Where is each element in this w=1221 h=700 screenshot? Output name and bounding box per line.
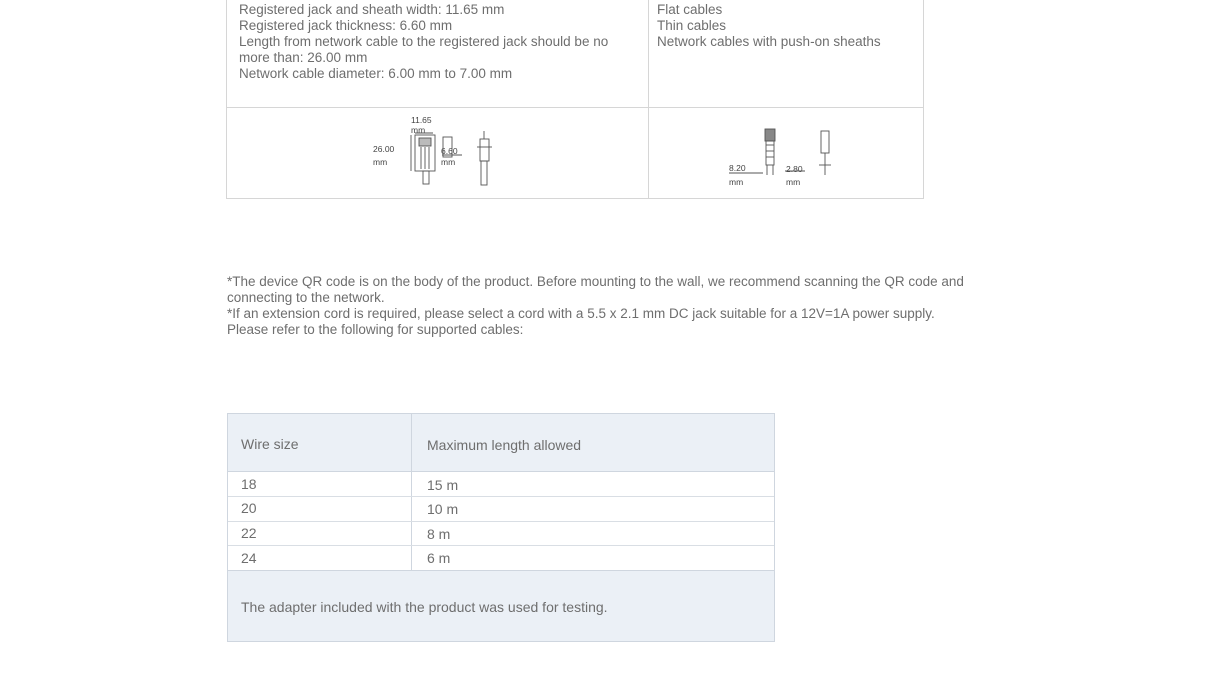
spec-line: Registered jack and sheath width: 11.65 mm	[239, 2, 505, 17]
thickness-unit: mm	[441, 157, 456, 167]
max-length-cell: 6 m	[427, 550, 451, 566]
wire-size-table	[227, 413, 775, 642]
max-length-cell: 15 m	[427, 477, 459, 493]
spec-column-divider	[648, 0, 649, 198]
qr-code-note: *The device QR code is on the body of the product. Before mounting to the wall, we recommend scanning the QR code and connecting to the network.	[227, 274, 964, 305]
sheath-drawing	[723, 121, 863, 191]
length-unit: mm	[373, 157, 388, 167]
table-footer	[228, 570, 774, 641]
wire-size-cell: 24	[241, 550, 257, 566]
row-divider	[228, 521, 774, 522]
wire-size-cell: 18	[241, 476, 257, 492]
testing-note: The adapter included with the product was used for testing.	[241, 599, 608, 615]
spec-line: Registered jack thickness: 6.60 mm	[239, 18, 453, 33]
supported-cables-intro: Please refer to the following for supported cables:	[227, 322, 524, 337]
wire-size-cell: 20	[241, 500, 257, 516]
length-value: 26.00	[373, 144, 395, 154]
column-divider	[411, 414, 412, 570]
width-value: 11.65	[411, 115, 432, 125]
unsupported-cables-list	[657, 2, 917, 50]
wire-size-cell: 22	[241, 525, 257, 541]
dimension-a-value: 8.20	[729, 163, 746, 173]
thickness-value: 6.60	[441, 146, 458, 156]
cable-type: Network cables with push-on sheaths	[657, 34, 881, 49]
row-divider	[228, 496, 774, 497]
dimension-b-value: 2.80	[786, 164, 803, 174]
max-length-cell: 10 m	[427, 501, 459, 517]
cable-type: Thin cables	[657, 18, 727, 33]
spec-requirements	[239, 2, 639, 82]
width-unit: mm	[411, 125, 426, 135]
spec-table	[226, 0, 924, 199]
row-divider	[228, 545, 774, 546]
extension-cord-note: *If an extension cord is required, please select a cord with a 5.5 x 2.1 mm DC jack suitable for a 12V=1A power supply.	[227, 306, 935, 321]
notes	[227, 274, 1007, 338]
spec-row-divider	[227, 107, 923, 108]
cable-type: Flat cables	[657, 2, 723, 17]
header-wire-size: Wire size	[241, 436, 299, 452]
dimension-a-unit: mm	[729, 177, 744, 187]
spec-line: Network cable diameter: 6.00 mm to 7.00 mm	[239, 66, 513, 81]
jack-drawing	[367, 111, 507, 191]
max-length-cell: 8 m	[427, 526, 451, 542]
sheath-dimension-diagram	[723, 121, 863, 191]
dimension-b-unit: mm	[786, 177, 801, 187]
header-max-length: Maximum length allowed	[427, 437, 582, 453]
jack-dimension-diagram	[367, 111, 507, 191]
spec-line: Length from network cable to the registered jack should be no more than: 26.00 mm	[239, 34, 609, 65]
